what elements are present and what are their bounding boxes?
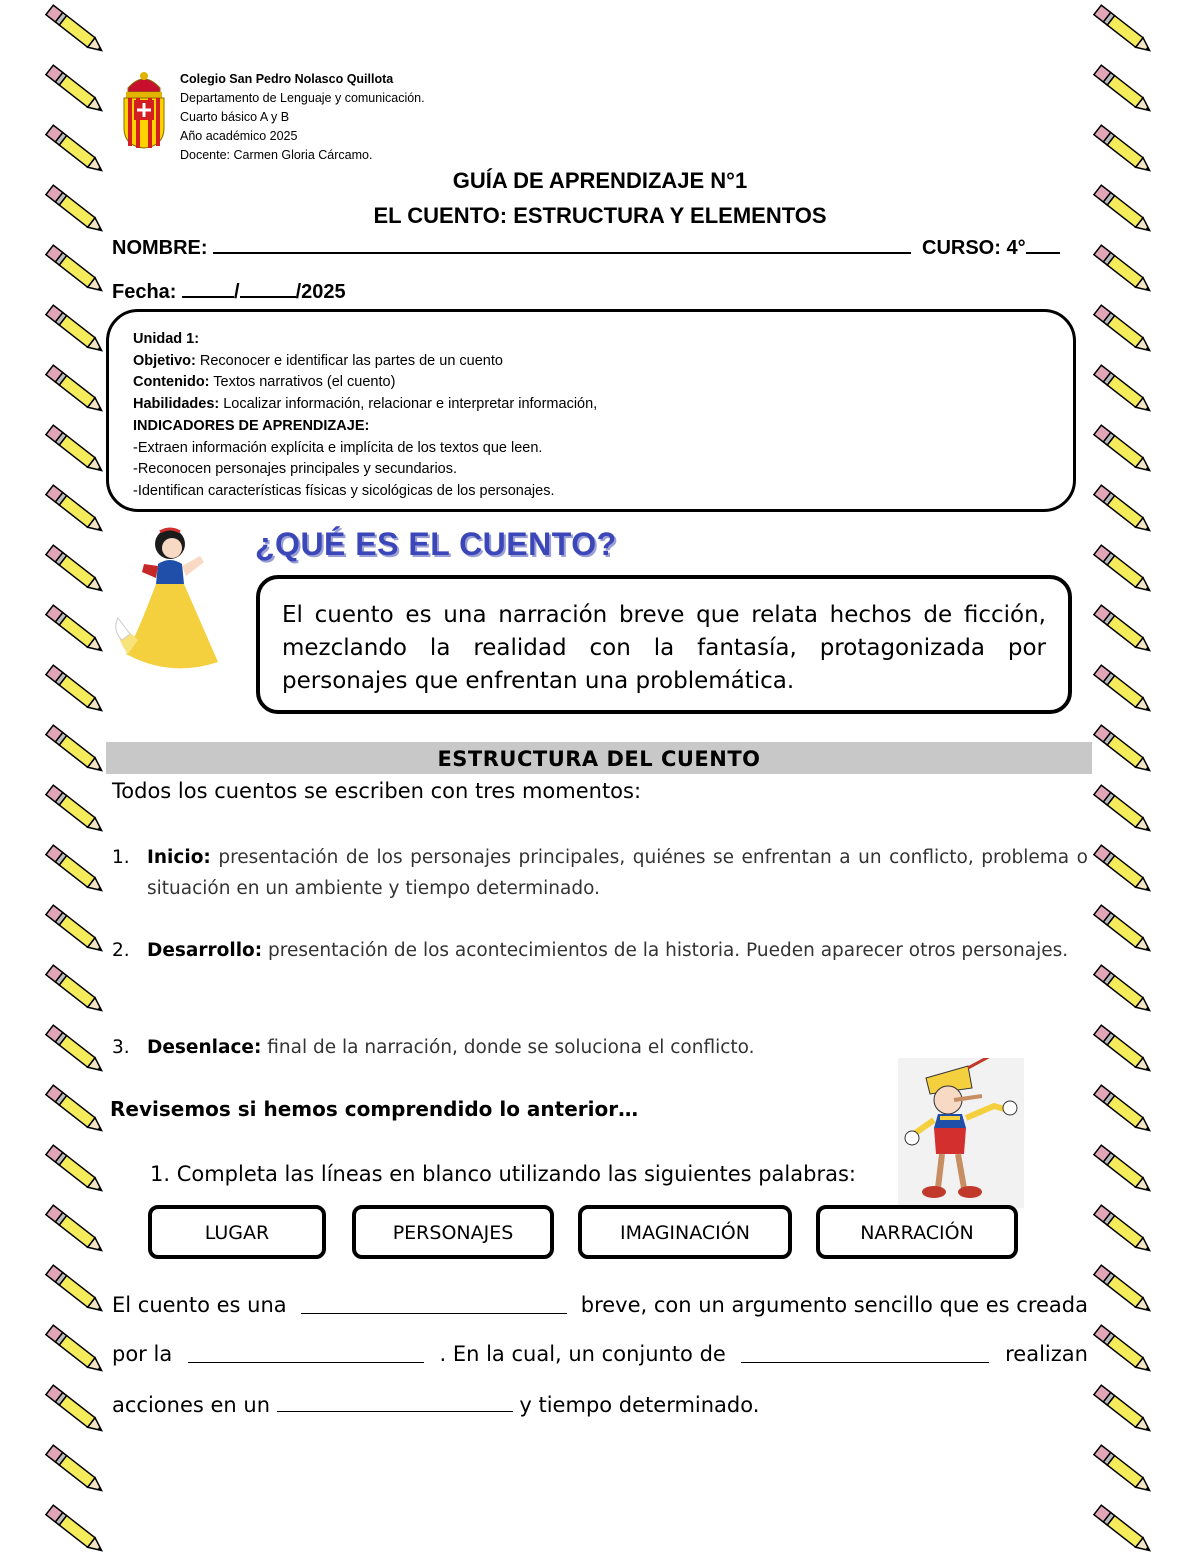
pencil-icon bbox=[1088, 244, 1158, 299]
fill-text: El cuento es una bbox=[112, 1293, 287, 1317]
blank-line[interactable] bbox=[741, 1342, 989, 1363]
pencil-icon bbox=[40, 364, 110, 419]
word-option: PERSONAJES bbox=[352, 1205, 554, 1259]
fill-line-2 bbox=[112, 1342, 1088, 1366]
pencil-icon bbox=[40, 844, 110, 899]
course-line[interactable] bbox=[1026, 234, 1060, 254]
indicator-item: -Identifican características físicas y sicológicas de los personajes. bbox=[133, 482, 555, 499]
moment-number: 2. bbox=[112, 940, 130, 961]
unit-label: Unidad 1: bbox=[133, 331, 200, 347]
objective-text: Reconocer e identificar las partes de un cuento bbox=[195, 352, 503, 369]
indicator-item: -Reconocen personajes principales y secundarios. bbox=[133, 461, 458, 478]
pencil-icon bbox=[1088, 904, 1158, 959]
department: Departamento de Lenguaje y comunicación. bbox=[180, 91, 425, 105]
pencil-icon bbox=[40, 784, 110, 839]
pencil-icon bbox=[40, 424, 110, 479]
moment-number: 1. bbox=[112, 847, 130, 868]
blank-line[interactable] bbox=[301, 1293, 567, 1314]
pencil-icon bbox=[1088, 1204, 1158, 1259]
pencil-icon bbox=[40, 1264, 110, 1319]
pencil-icon bbox=[40, 1384, 110, 1439]
blank-line[interactable] bbox=[277, 1391, 513, 1412]
pencil-icon bbox=[1088, 364, 1158, 419]
date-year: /2025 bbox=[295, 281, 346, 303]
pencil-icon bbox=[1088, 1384, 1158, 1439]
princess-illustration bbox=[108, 522, 233, 677]
indicator-item: -Extraen información explícita e implícita de los textos que leen. bbox=[133, 439, 543, 456]
pencil-icon bbox=[1088, 64, 1158, 119]
moment-text: final de la narración, donde se soluciona el conflicto. bbox=[261, 1037, 755, 1058]
pencil-icon bbox=[40, 664, 110, 719]
pencil-icon bbox=[40, 304, 110, 359]
word-option: IMAGINACIÓN bbox=[578, 1205, 792, 1259]
page-subtitle: EL CUENTO: ESTRUCTURA Y ELEMENTOS bbox=[373, 203, 827, 228]
pencil-icon bbox=[1088, 1504, 1158, 1559]
activity-instruction: 1. Completa las líneas en blanco utilizando las siguientes palabras: bbox=[150, 1162, 856, 1186]
pencil-icon bbox=[40, 604, 110, 659]
moment-label: Desenlace: bbox=[147, 1037, 262, 1058]
pencil-icon bbox=[1088, 4, 1158, 59]
name-label: NOMBRE: bbox=[112, 237, 208, 259]
word-option: LUGAR bbox=[148, 1205, 326, 1259]
pencil-icon bbox=[1088, 424, 1158, 479]
pencil-icon bbox=[40, 64, 110, 119]
pencil-icon bbox=[1088, 1144, 1158, 1199]
pencil-icon bbox=[1088, 544, 1158, 599]
fill-text: acciones en un bbox=[112, 1393, 271, 1417]
page-title: GUÍA DE APRENDIZAJE N°1 bbox=[452, 168, 748, 193]
pencil-icon bbox=[40, 964, 110, 1019]
pencil-icon bbox=[1088, 1024, 1158, 1079]
date-day-line[interactable] bbox=[182, 278, 234, 298]
pencil-icon bbox=[40, 1144, 110, 1199]
date-month-line[interactable] bbox=[240, 278, 296, 298]
moment-label: Inicio: bbox=[147, 847, 211, 868]
fill-line-1 bbox=[112, 1293, 1088, 1317]
objective-label: Objetivo: bbox=[133, 352, 196, 369]
word-option: NARRACIÓN bbox=[816, 1205, 1018, 1259]
pencil-icon bbox=[40, 4, 110, 59]
pencil-icon bbox=[1088, 664, 1158, 719]
pencil-icon bbox=[1088, 784, 1158, 839]
name-row bbox=[112, 234, 911, 260]
indicators-label: INDICADORES DE APRENDIZAJE: bbox=[133, 417, 370, 434]
unit-info-box bbox=[106, 309, 1076, 512]
fill-text: por la bbox=[112, 1342, 173, 1366]
pencil-icon bbox=[1088, 844, 1158, 899]
school-crest-icon bbox=[120, 66, 168, 150]
course-label: CURSO: 4° bbox=[922, 237, 1026, 259]
teacher: Docente: Carmen Gloria Cárcamo. bbox=[180, 148, 373, 162]
moment-text: presentación de los acontecimientos de la historia. Pueden aparecer otros personajes. bbox=[262, 940, 1069, 961]
course-row bbox=[922, 234, 1060, 260]
definition-box bbox=[256, 575, 1072, 714]
pencil-icon bbox=[1088, 304, 1158, 359]
fill-text: . En la cual, un conjunto de bbox=[439, 1342, 726, 1366]
pencil-icon bbox=[1088, 604, 1158, 659]
academic-year: Año académico 2025 bbox=[180, 129, 298, 143]
puppet-illustration bbox=[898, 1058, 1024, 1208]
pencil-icon bbox=[1088, 964, 1158, 1019]
structure-heading: ESTRUCTURA DEL CUENTO bbox=[106, 742, 1092, 774]
right-pencil-border bbox=[1088, 0, 1158, 1553]
pencil-icon bbox=[1088, 724, 1158, 779]
moment-item bbox=[112, 935, 1088, 966]
pencil-icon bbox=[40, 484, 110, 539]
content-text: Textos narrativos (el cuento) bbox=[209, 374, 396, 391]
grade: Cuarto básico A y B bbox=[180, 110, 290, 124]
moment-label: Desarrollo: bbox=[147, 940, 263, 961]
blank-line[interactable] bbox=[188, 1342, 424, 1363]
pencil-icon bbox=[1088, 1084, 1158, 1139]
pencil-icon bbox=[40, 1084, 110, 1139]
fill-text: y tiempo determinado. bbox=[519, 1393, 760, 1417]
left-pencil-border bbox=[40, 0, 110, 1553]
definition-text: El cuento es una narración breve que relata hechos de ficción, mezclando la realidad con la fantasía, protagonizada por personajes que enfrentan una problemática. bbox=[282, 602, 1046, 694]
structure-intro: Todos los cuentos se escriben con tres momentos: bbox=[112, 779, 642, 803]
date-row bbox=[112, 278, 346, 304]
fill-text: realizan bbox=[1005, 1342, 1088, 1366]
moment-item bbox=[112, 842, 1088, 904]
pencil-icon bbox=[1088, 1324, 1158, 1379]
pencil-icon bbox=[40, 724, 110, 779]
pencil-icon bbox=[40, 544, 110, 599]
fill-text: breve, con un argumento sencillo que es creada bbox=[580, 1293, 1088, 1317]
skills-label: Habilidades: bbox=[133, 396, 220, 413]
date-separator: / bbox=[234, 281, 240, 303]
content-label: Contenido: bbox=[133, 374, 210, 391]
skills-text: Localizar información, relacionar e interpretar información, bbox=[219, 396, 598, 413]
name-line[interactable] bbox=[213, 234, 911, 254]
pencil-icon bbox=[40, 244, 110, 299]
definition-heading: ¿QUÉ ES EL CUENTO? bbox=[255, 526, 617, 562]
pencil-icon bbox=[40, 1024, 110, 1079]
moment-text: presentación de los personajes principales, quiénes se enfrentan a un conflicto, problema o situación en un ambiente y tiempo determinado. bbox=[147, 847, 1088, 899]
pencil-icon bbox=[1088, 1444, 1158, 1499]
pencil-icon bbox=[40, 1324, 110, 1379]
school-info bbox=[180, 70, 425, 165]
review-heading: Revisemos si hemos comprendido lo anterior… bbox=[110, 1097, 639, 1121]
pencil-icon bbox=[1088, 484, 1158, 539]
pencil-icon bbox=[40, 1504, 110, 1559]
moment-number: 3. bbox=[112, 1037, 130, 1058]
fill-line-3 bbox=[112, 1391, 1088, 1417]
pencil-icon bbox=[1088, 1264, 1158, 1319]
school-name: Colegio San Pedro Nolasco Quillota bbox=[180, 72, 394, 86]
date-label: Fecha: bbox=[112, 281, 177, 303]
pencil-icon bbox=[40, 904, 110, 959]
pencil-icon bbox=[40, 1204, 110, 1259]
pencil-icon bbox=[40, 1444, 110, 1499]
